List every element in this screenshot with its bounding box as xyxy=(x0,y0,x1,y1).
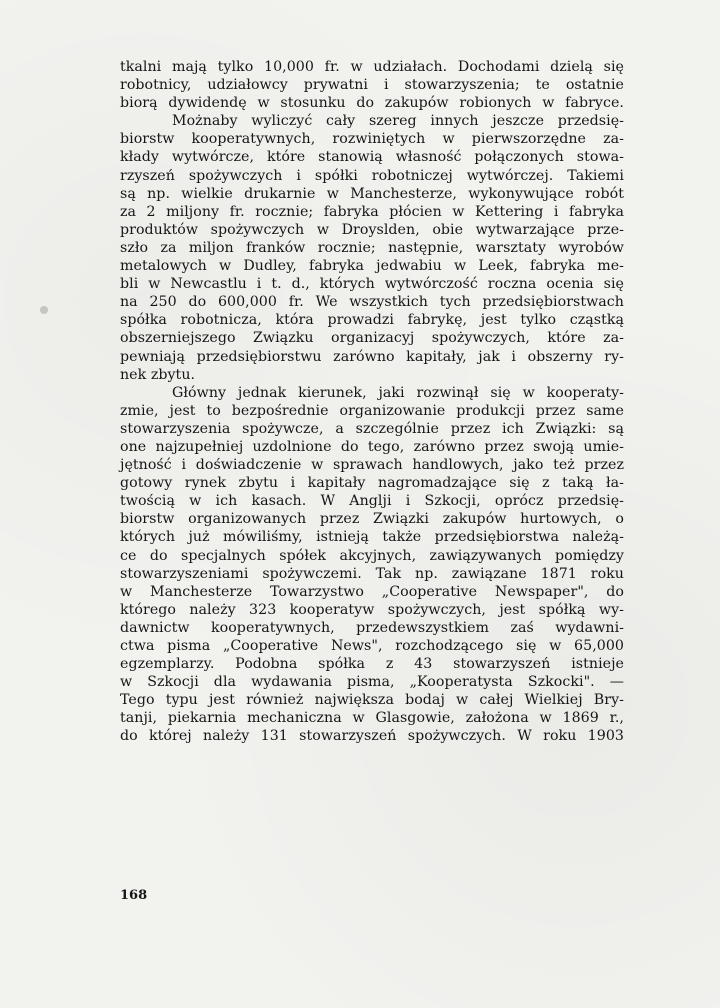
text-line: stowarzyszenia spożywcze, a szczególnie przez ich Związki: są xyxy=(120,420,624,437)
text-line: za 2 miljony fr. rocznie; fabryka płócien w Kettering i fabryka xyxy=(120,203,624,220)
text-line: pewniają przedsiębiorstwu zarówno kapitały, jak i obszerny ry- xyxy=(120,348,624,365)
text-line: twością w ich kasach. W Anglji i Szkocji, oprócz przedsię- xyxy=(120,493,624,510)
text-line: spółka robotnicza, która prowadzi fabrykę, jest tylko cząstką xyxy=(120,312,624,329)
text-line: produktów spożywczych w Droyslden, obie wytwarzające prze- xyxy=(120,221,624,238)
text-line: one najzupełniej uzdolnione do tego, zarówno przez swoją umie- xyxy=(120,438,624,455)
text-line: na 250 do 600,000 fr. We wszystkich tych przedsiębiorstwach xyxy=(120,294,624,311)
text-line: tkalni mają tylko 10,000 fr. w udziałach. Dochodami dzielą się xyxy=(120,59,624,75)
text-line: szło za miljon franków rocznie; następnie, warsztaty wyrobów xyxy=(120,239,624,256)
text-line: Tego typu jest również największa bodaj w całej Wielkiej Bry- xyxy=(120,692,624,709)
text-line: rzyszeń spożywczych i spółki robotniczej wytwórczej. Takiemi xyxy=(120,167,624,184)
text-line: w Szkocji dla wydawania pisma, „Kooperatysta Szkocki". — xyxy=(120,674,624,691)
text-line: których już mówiliśmy, istnieją także przedsiębiorstwa należą- xyxy=(120,529,624,546)
text-line: którego należy 323 kooperatyw spożywczych, jest spółką wy- xyxy=(120,601,624,618)
text-line: bli w Newcastlu i t. d., których wytwórczość roczna ocenia się xyxy=(120,276,624,293)
text-line: Możnaby wyliczyć cały szereg innych jeszcze przedsię- xyxy=(172,113,624,130)
text-line: biorą dywidendę w stosunku do zakupów robionych w fabryce. xyxy=(120,95,624,112)
text-line: nek zbytu. xyxy=(120,366,196,383)
text-line: egzemplarzy. Podobna spółka z 43 stowarzyszeń istnieje xyxy=(120,656,624,673)
text-line: w Manchesterze Towarzystwo „Cooperative Newspaper", do xyxy=(120,583,624,600)
text-line: biorstw kooperatywnych, rozwiniętych w pierwszorzędne za- xyxy=(120,131,624,148)
body-text xyxy=(120,58,624,746)
text-line: biorstw organizowanych przez Związki zakupów hurtowych, o xyxy=(120,511,624,528)
page-number: 168 xyxy=(120,888,148,903)
text-line: ctwa pisma „Cooperative News", rozchodzącego się w 65,000 xyxy=(120,638,624,654)
text-line: są np. wielkie drukarnie w Manchesterze, wykonywujące robót xyxy=(120,185,624,202)
text-line: kłady wytwórcze, które stanowią własność połączonych stowa- xyxy=(120,149,624,166)
text-line: do której należy 131 stowarzyszeń spożywczych. W roku 1903 xyxy=(120,728,624,745)
paper-speck xyxy=(40,306,48,314)
text-line: zmie, jest to bezpośrednie organizowanie produkcji przez same xyxy=(120,402,624,419)
text-line: metalowych w Dudley, fabryka jedwabiu w Leek, fabryka me- xyxy=(120,258,624,275)
text-line: stowarzyszeniami spożywczemi. Tak np. zawiązane 1871 roku xyxy=(120,565,624,582)
text-line: tanji, piekarnia mechaniczna w Glasgowie, założona w 1869 r., xyxy=(120,710,624,727)
text-line: obszerniejszego Związku organizacyj spożywczych, które za- xyxy=(120,330,624,347)
text-line: jętność i doświadczenie w sprawach handlowych, jako też przez xyxy=(120,457,624,474)
text-line: Główny jednak kierunek, jaki rozwinął się w kooperaty- xyxy=(172,384,624,401)
text-line: robotnicy, udziałowcy prywatni i stowarzyszenia; te ostatnie xyxy=(120,77,624,94)
text-line: ce do specjalnych spółek akcyjnych, zawiązywanych pomiędzy xyxy=(120,547,624,564)
text-line: dawnictw kooperatywnych, przedewszystkiem zaś wydawni- xyxy=(120,619,624,636)
text-line: gotowy rynek zbytu i kapitały nagromadzające się z taką ła- xyxy=(120,475,624,492)
